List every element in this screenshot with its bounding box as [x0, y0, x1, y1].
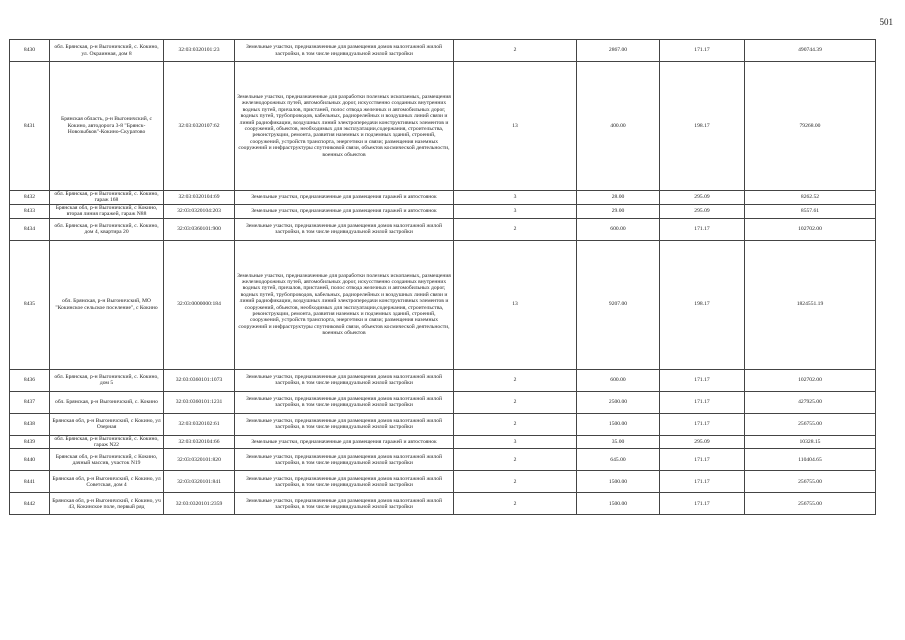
row-number-cell: 8430 — [10, 40, 50, 62]
use-group-cell: 2 — [454, 471, 577, 493]
cadastral-number-cell: 32:03:0320104:66 — [164, 435, 235, 449]
row-number-cell: 8437 — [10, 391, 50, 413]
table-row — [10, 218, 876, 240]
land-use-cell: Земельные участки, предназначенные для размещения домов малоэтажной жилой застройки, в том числе индивидуальной жилой застройки — [235, 40, 454, 62]
specific-value-cell: 171.17 — [660, 40, 745, 62]
table-row — [10, 204, 876, 218]
row-number-cell: 8438 — [10, 413, 50, 435]
cadastral-number-cell: 32:03:0320107:62 — [164, 62, 235, 191]
cadastral-value-cell: 256755.00 — [745, 471, 876, 493]
address-cell: обл. Брянская, р-н Выгоничский, с. Кокино, ул. Окраинная, дом 8 — [50, 40, 164, 62]
area-cell: 400.00 — [577, 62, 660, 191]
specific-value-cell: 171.17 — [660, 369, 745, 391]
cadastral-number-cell: 32:03:0320102:61 — [164, 413, 235, 435]
cadastral-value-cell: 427925.00 — [745, 391, 876, 413]
table-row — [10, 62, 876, 191]
row-number-cell: 8441 — [10, 471, 50, 493]
specific-value-cell: 171.17 — [660, 493, 745, 515]
cadastral-value-cell: 490744.39 — [745, 40, 876, 62]
use-group-cell: 13 — [454, 240, 577, 369]
address-cell: обл. Брянская, р-н Выгоничский, с. Кокино, гараж N22 — [50, 435, 164, 449]
cadastral-value-cell: 102702.00 — [745, 218, 876, 240]
address-cell: Брянская обл, р-н Выгоничский, с Кокино, уч 43, Кокинское поле, первый ряд — [50, 493, 164, 515]
address-cell: обл. Брянская, р-н Выгоничский, с. Кокино, гараж 168 — [50, 191, 164, 205]
specific-value-cell: 198.17 — [660, 62, 745, 191]
cadastral-number-cell: 32:03:0360101:900 — [164, 218, 235, 240]
address-cell: Брянская обл, р-н Выгоничский, с Кокино, дачный массив, участок N19 — [50, 449, 164, 471]
use-group-cell: 3 — [454, 191, 577, 205]
cadastral-value-table — [9, 39, 876, 515]
row-number-cell: 8435 — [10, 240, 50, 369]
address-cell: Брянская обл, р-н Выгоничский, с Кокино, ул Озерная — [50, 413, 164, 435]
address-cell: Брянская обл, р-н Выгоничский, с Кокино, вторая линия гаражей, гараж N88 — [50, 204, 164, 218]
row-number-cell: 8433 — [10, 204, 50, 218]
cadastral-value-cell: 8262.52 — [745, 191, 876, 205]
use-group-cell: 3 — [454, 204, 577, 218]
cadastral-number-cell: 32:03:0320101:820 — [164, 449, 235, 471]
table-row — [10, 471, 876, 493]
area-cell: 2867.00 — [577, 40, 660, 62]
land-use-cell: Земельные участки, предназначенные для размещения гаражей и автостоянок — [235, 435, 454, 449]
use-group-cell: 2 — [454, 413, 577, 435]
land-use-cell: Земельные участки, предназначенные для размещения гаражей и автостоянок — [235, 204, 454, 218]
land-use-cell: Земельные участки, предназначенные для размещения домов малоэтажной жилой застройки, в том числе индивидуальной жилой застройки — [235, 369, 454, 391]
specific-value-cell: 295.09 — [660, 204, 745, 218]
land-use-cell: Земельные участки, предназначенные для разработки полезных ископаемых, размещения железнодорожных путей, автомобильных дорог, искусственно созданных внутренних водных путей, причалов, пристаней, полос отвода железных и автомобильных дорог, водных путей, трубопроводов, кабельных, радиорелейных и воздушных линий связи и линий радиофикации, воздушных линий электропередачи конструктивных элементов и сооружений, объектов, необходимых для эксплуатации,содержания, строительства, реконструкции, ремонта, развития наземных и подземных зданий, строений, сооружений, устройств транспорта, энергетики и связи; размещения наземных сооружений и инфраструктуры спутниковой связи, объектов космической деятельности, военных объектов — [235, 62, 454, 191]
row-number-cell: 8432 — [10, 191, 50, 205]
row-number-cell: 8440 — [10, 449, 50, 471]
specific-value-cell: 198.17 — [660, 240, 745, 369]
area-cell: 9207.00 — [577, 240, 660, 369]
row-number-cell: 8442 — [10, 493, 50, 515]
table-row — [10, 493, 876, 515]
address-cell: обл. Брянская, р-н Выгоничский, МО "Кокинское сельское поселение", с Кокино — [50, 240, 164, 369]
address-cell: обл. Брянская, р-н Выгоничский, с. Кокино, дом 4, квартира 20 — [50, 218, 164, 240]
table-row — [10, 191, 876, 205]
table-row — [10, 413, 876, 435]
cadastral-number-cell: 32:03:0320104:203 — [164, 204, 235, 218]
cadastral-value-cell: 256755.00 — [745, 413, 876, 435]
cadastral-number-cell: 32:03:0320101:2359 — [164, 493, 235, 515]
use-group-cell: 3 — [454, 435, 577, 449]
specific-value-cell: 295.09 — [660, 435, 745, 449]
cadastral-number-cell: 32:03:0360101:1231 — [164, 391, 235, 413]
cadastral-value-cell: 256755.00 — [745, 493, 876, 515]
address-cell: обл. Брянская, р-н Выгоничский, с. Кокино, дом 5 — [50, 369, 164, 391]
area-cell: 2500.00 — [577, 391, 660, 413]
specific-value-cell: 171.17 — [660, 218, 745, 240]
page-number: 501 — [879, 17, 893, 27]
use-group-cell: 2 — [454, 391, 577, 413]
area-cell: 1500.00 — [577, 471, 660, 493]
land-use-cell: Земельные участки, предназначенные для размещения домов малоэтажной жилой застройки, в том числе индивидуальной жилой застройки — [235, 471, 454, 493]
use-group-cell: 2 — [454, 449, 577, 471]
table-row — [10, 391, 876, 413]
cadastral-value-cell: 79268.00 — [745, 62, 876, 191]
table-row — [10, 435, 876, 449]
area-cell: 645.00 — [577, 449, 660, 471]
land-use-cell: Земельные участки, предназначенные для размещения домов малоэтажной жилой застройки, в том числе индивидуальной жилой застройки — [235, 391, 454, 413]
table-row — [10, 369, 876, 391]
cadastral-number-cell: 32:03:0000000:184 — [164, 240, 235, 369]
area-cell: 28.00 — [577, 191, 660, 205]
land-use-cell: Земельные участки, предназначенные для разработки полезных ископаемых, размещения железнодорожных путей, автомобильных дорог, искусственно созданных внутренних водных путей, причалов, пристаней, полос отвода железных и автомобильных дорог, водных путей, трубопроводов, кабельных, радиорелейных и воздушных линий связи и линий радиофикации, воздушных линий электропередачи конструктивных элементов и сооружений, объектов, необходимых для эксплуатации,содержания, строительства, реконструкции, ремонта, развития наземных и подземных зданий, строений, сооружений, устройств транспорта, энергетики и связи; размещения наземных сооружений и инфраструктуры спутниковой связи, объектов космической деятельности, военных объектов — [235, 240, 454, 369]
table-row — [10, 40, 876, 62]
cadastral-number-cell: 32:03:0320104:69 — [164, 191, 235, 205]
table-row — [10, 240, 876, 369]
row-number-cell: 8434 — [10, 218, 50, 240]
use-group-cell: 2 — [454, 40, 577, 62]
land-use-cell: Земельные участки, предназначенные для размещения домов малоэтажной жилой застройки, в том числе индивидуальной жилой застройки — [235, 218, 454, 240]
specific-value-cell: 171.17 — [660, 391, 745, 413]
address-cell: Брянская обл, р-н Выгоничский, с Кокино, ул Советская, дом 4 — [50, 471, 164, 493]
land-use-cell: Земельные участки, предназначенные для размещения гаражей и автостоянок — [235, 191, 454, 205]
address-cell: обл. Брянская, р-н Выгоничский, с. Кокино — [50, 391, 164, 413]
area-cell: 1500.00 — [577, 413, 660, 435]
row-number-cell: 8436 — [10, 369, 50, 391]
area-cell: 600.00 — [577, 369, 660, 391]
area-cell: 600.00 — [577, 218, 660, 240]
land-use-cell: Земельные участки, предназначенные для размещения домов малоэтажной жилой застройки, в том числе индивидуальной жилой застройки — [235, 449, 454, 471]
row-number-cell: 8431 — [10, 62, 50, 191]
land-use-cell: Земельные участки, предназначенные для размещения домов малоэтажной жилой застройки, в том числе индивидуальной жилой застройки — [235, 413, 454, 435]
area-cell: 1500.00 — [577, 493, 660, 515]
row-number-cell: 8439 — [10, 435, 50, 449]
use-group-cell: 13 — [454, 62, 577, 191]
area-cell: 35.00 — [577, 435, 660, 449]
cadastral-value-cell: 102702.00 — [745, 369, 876, 391]
land-use-cell: Земельные участки, предназначенные для размещения домов малоэтажной жилой застройки, в том числе индивидуальной жилой застройки — [235, 493, 454, 515]
use-group-cell: 2 — [454, 218, 577, 240]
specific-value-cell: 171.17 — [660, 471, 745, 493]
specific-value-cell: 171.17 — [660, 413, 745, 435]
cadastral-number-cell: 32:03:0320101:841 — [164, 471, 235, 493]
cadastral-number-cell: 32:03:0360101:1073 — [164, 369, 235, 391]
cadastral-value-cell: 1824551.19 — [745, 240, 876, 369]
cadastral-value-cell: 110404.65 — [745, 449, 876, 471]
use-group-cell: 2 — [454, 493, 577, 515]
cadastral-number-cell: 32:03:0320101:23 — [164, 40, 235, 62]
table-body — [10, 40, 876, 515]
address-cell: Брянская область, р-н Выгоничский, с Кокино, автодорога 3-8 "Брянск-Новозыбков"-Кокино-Скуратово — [50, 62, 164, 191]
use-group-cell: 2 — [454, 369, 577, 391]
area-cell: 29.00 — [577, 204, 660, 218]
cadastral-value-cell: 10328.15 — [745, 435, 876, 449]
table-row — [10, 449, 876, 471]
cadastral-value-cell: 8557.61 — [745, 204, 876, 218]
specific-value-cell: 295.09 — [660, 191, 745, 205]
specific-value-cell: 171.17 — [660, 449, 745, 471]
